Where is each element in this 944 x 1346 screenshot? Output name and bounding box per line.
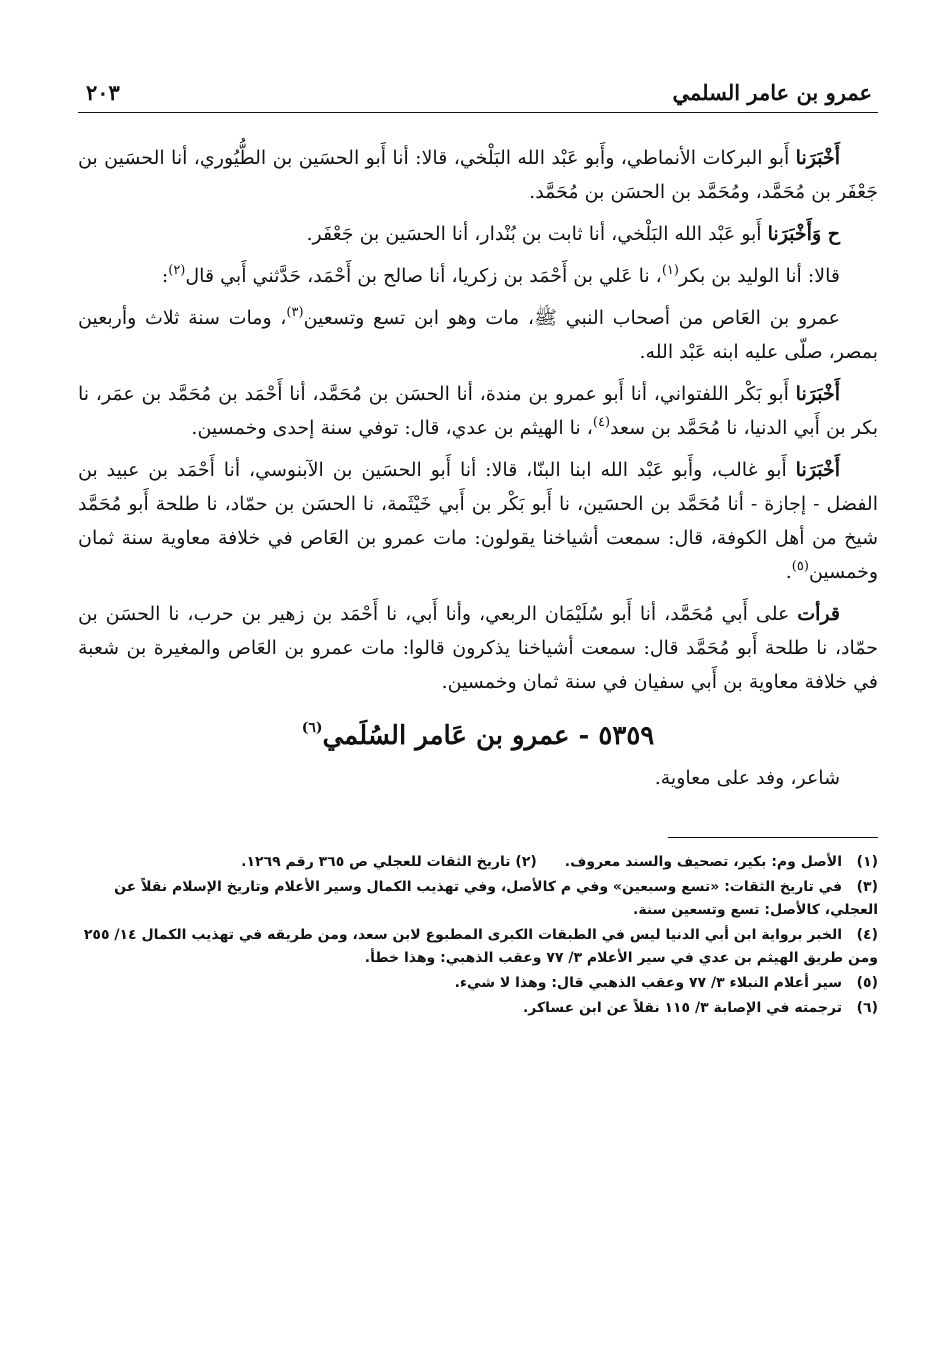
paragraph-1-lead: أَخْبَرَنا [795, 147, 840, 169]
paragraph-6-text-2: . [785, 561, 792, 583]
footnote-6 [78, 997, 878, 1020]
paragraph-2 [78, 217, 878, 251]
paragraph-7-lead: قرأت [797, 603, 840, 625]
footnote-6-number: (٦) [856, 1000, 878, 1016]
footnote-5 [78, 972, 878, 995]
entry-note: شاعر، وفد على معاوية. [654, 767, 840, 789]
footnote-3-number: (٣) [856, 879, 878, 895]
footnote-3-text: في تاريخ الثقات: «تسع وسبعين» وفي م كالأصل، وفي تهذيب الكمال وسير الأعلام وتاريخ الإسلام نقلاً عن العجلي، كالأصل: تسع وتسعين سنة. [114, 879, 878, 918]
paragraph-3 [78, 259, 878, 293]
paragraph-2-text: أَبو عَبْد الله البَلْخي، أنا ثابت بن بُنْدار، أنا الحسَين بن جَعْفَر. [306, 223, 768, 245]
footnote-3 [78, 876, 878, 922]
footnote-2-number: (٢) [515, 854, 537, 870]
paragraph-6-lead: أَخْبَرَنا [795, 459, 840, 481]
footnotes [78, 837, 878, 1020]
paragraph-7 [78, 597, 878, 699]
footnote-6-text: ترجمته في الإصابة ٣/ ١١٥ نقلاً عن ابن عساكر. [522, 1000, 842, 1016]
footnote-ref-3: (٣) [286, 305, 304, 320]
paragraph-3-text-3: : [161, 265, 169, 287]
paragraph-6-text: أَبو غالب، وأَبو عَبْد الله ابنا البنّا، قالا: أنا أَبو الحسَين بن الآبنوسي، أنا أَحْمَد بن عبيد بن الفضل - إجازة - أنا مُحَمَّد بن الحسَين، نا أَبو بَكْر بن أَبي خَيْثَمة، نا الحسَن بن حمّاد، نا طلحة أَبو مُحَمَّد شيخ من أهل الكوفة، قال: سمعت أشياخنا يقولون: مات عمرو بن العَاص في خلافة معاوية سنة ثمان وخمسين [78, 459, 878, 583]
paragraph-4-text-2: ، ومات سنة ثلاث وأربعين بمصر، صلّى عليه ابنه عَبْد الله. [78, 307, 878, 363]
footnote-ref-6: (٦) [301, 720, 323, 736]
paragraph-1-text: أَبو البركات الأنماطي، وأَبو عَبْد الله البَلْخي، قالا: أنا أَبو الحسَين بن الطُّيُوري، أنا الحسَين بن جَعْفَر بن مُحَمَّد، ومُحَمَّد بن الحسَن بن مُحَمَّد. [78, 147, 878, 203]
paragraph-7-text: على أَبي مُحَمَّد، أنا أَبو سُلَيْمَان الربعي، وأنا أَبي، نا أَحْمَد بن زهير بن حرب، نا الحسَن بن حمّاد، نا طلحة أَبو مُحَمَّد قال: سمعت أشياخنا يذكرون قالوا: مات عمرو بن العَاص والمغيرة بن شعبة في خلافة معاوية بن أَبي سفيان في سنة ثمان وخمسين. [78, 603, 878, 693]
footnote-5-text: سير أعلام النبلاء ٣/ ٧٧ وعقب الذهبي قال: وهذا لا شيء. [454, 975, 842, 991]
footnote-ref-4: (٤) [592, 415, 611, 430]
book-page [78, 72, 878, 1302]
footnote-ref-1: (١) [661, 263, 679, 278]
paragraph-3-text-2: ، نا عَلي بن أَحْمَد بن زكريا، أنا صالح بن أَحْمَد، حَدَّثني أَبي قال [185, 265, 662, 287]
paragraph-2-lead: ح وَأَخْبَرَنا [767, 223, 840, 245]
entry-heading [78, 721, 878, 751]
paragraph-1 [78, 141, 878, 209]
footnote-4 [78, 924, 878, 970]
entry-heading-text: ٥٣٥٩ - عمرو بن عَامر السُلَمي [322, 721, 655, 751]
page-number: ٢٠٣ [86, 80, 120, 105]
running-title: عمرو بن عامر السلمي [672, 80, 872, 105]
main-text [78, 113, 878, 1020]
footnote-1-text: الأصل وم: بكير، تصحيف والسند معروف. [564, 854, 842, 870]
footnote-4-text: الخبر برواية ابن أبي الدنيا ليس في الطبقات الكبرى المطبوع لابن سعد، ومن طريقه في تهذيب الكمال ١٤/ ٢٥٥ ومن طريق الهيثم بن عدي في سير الأعلام ٣/ ٧٧ وعقب الذهبي: وهذا خطأ. [83, 927, 878, 966]
footnote-1-2 [78, 851, 878, 874]
footnote-ref-5: (٥) [791, 559, 809, 574]
paragraph-6 [78, 453, 878, 589]
footnote-ref-2: (٢) [168, 263, 186, 278]
footnote-1-number: (١) [856, 854, 878, 870]
paragraph-5 [78, 377, 878, 445]
paragraph-5-text-2: ، نا الهيثم بن عدي، قال: توفي سنة إحدى وخمسين. [191, 417, 593, 439]
running-header [78, 72, 878, 113]
paragraph-5-text: أَبو بَكْر اللفتواني، أنا أَبو عمرو بن مندة، أنا الحسَن بن مُحَمَّد، أنا أَحْمَد بن مُحَمَّد بن عمَر، نا بكر بن أَبي الدنيا، نا مُحَمَّد بن سعد [78, 383, 878, 439]
footnote-4-number: (٤) [856, 927, 878, 943]
footnote-2-text: تاريخ الثقات للعجلي ص ٣٦٥ رقم ١٢٦٩. [241, 854, 511, 870]
paragraph-4 [78, 301, 878, 369]
paragraph-3-text: قالا: أنا الوليد بن بكر [678, 265, 840, 287]
paragraph-4-text: عمرو بن العَاص من أصحاب النبي ﷺ، مات وهو ابن تسع وتسعين [303, 307, 840, 329]
paragraph-5-lead: أَخْبَرَنا [795, 383, 840, 405]
footnote-5-number: (٥) [856, 975, 878, 991]
